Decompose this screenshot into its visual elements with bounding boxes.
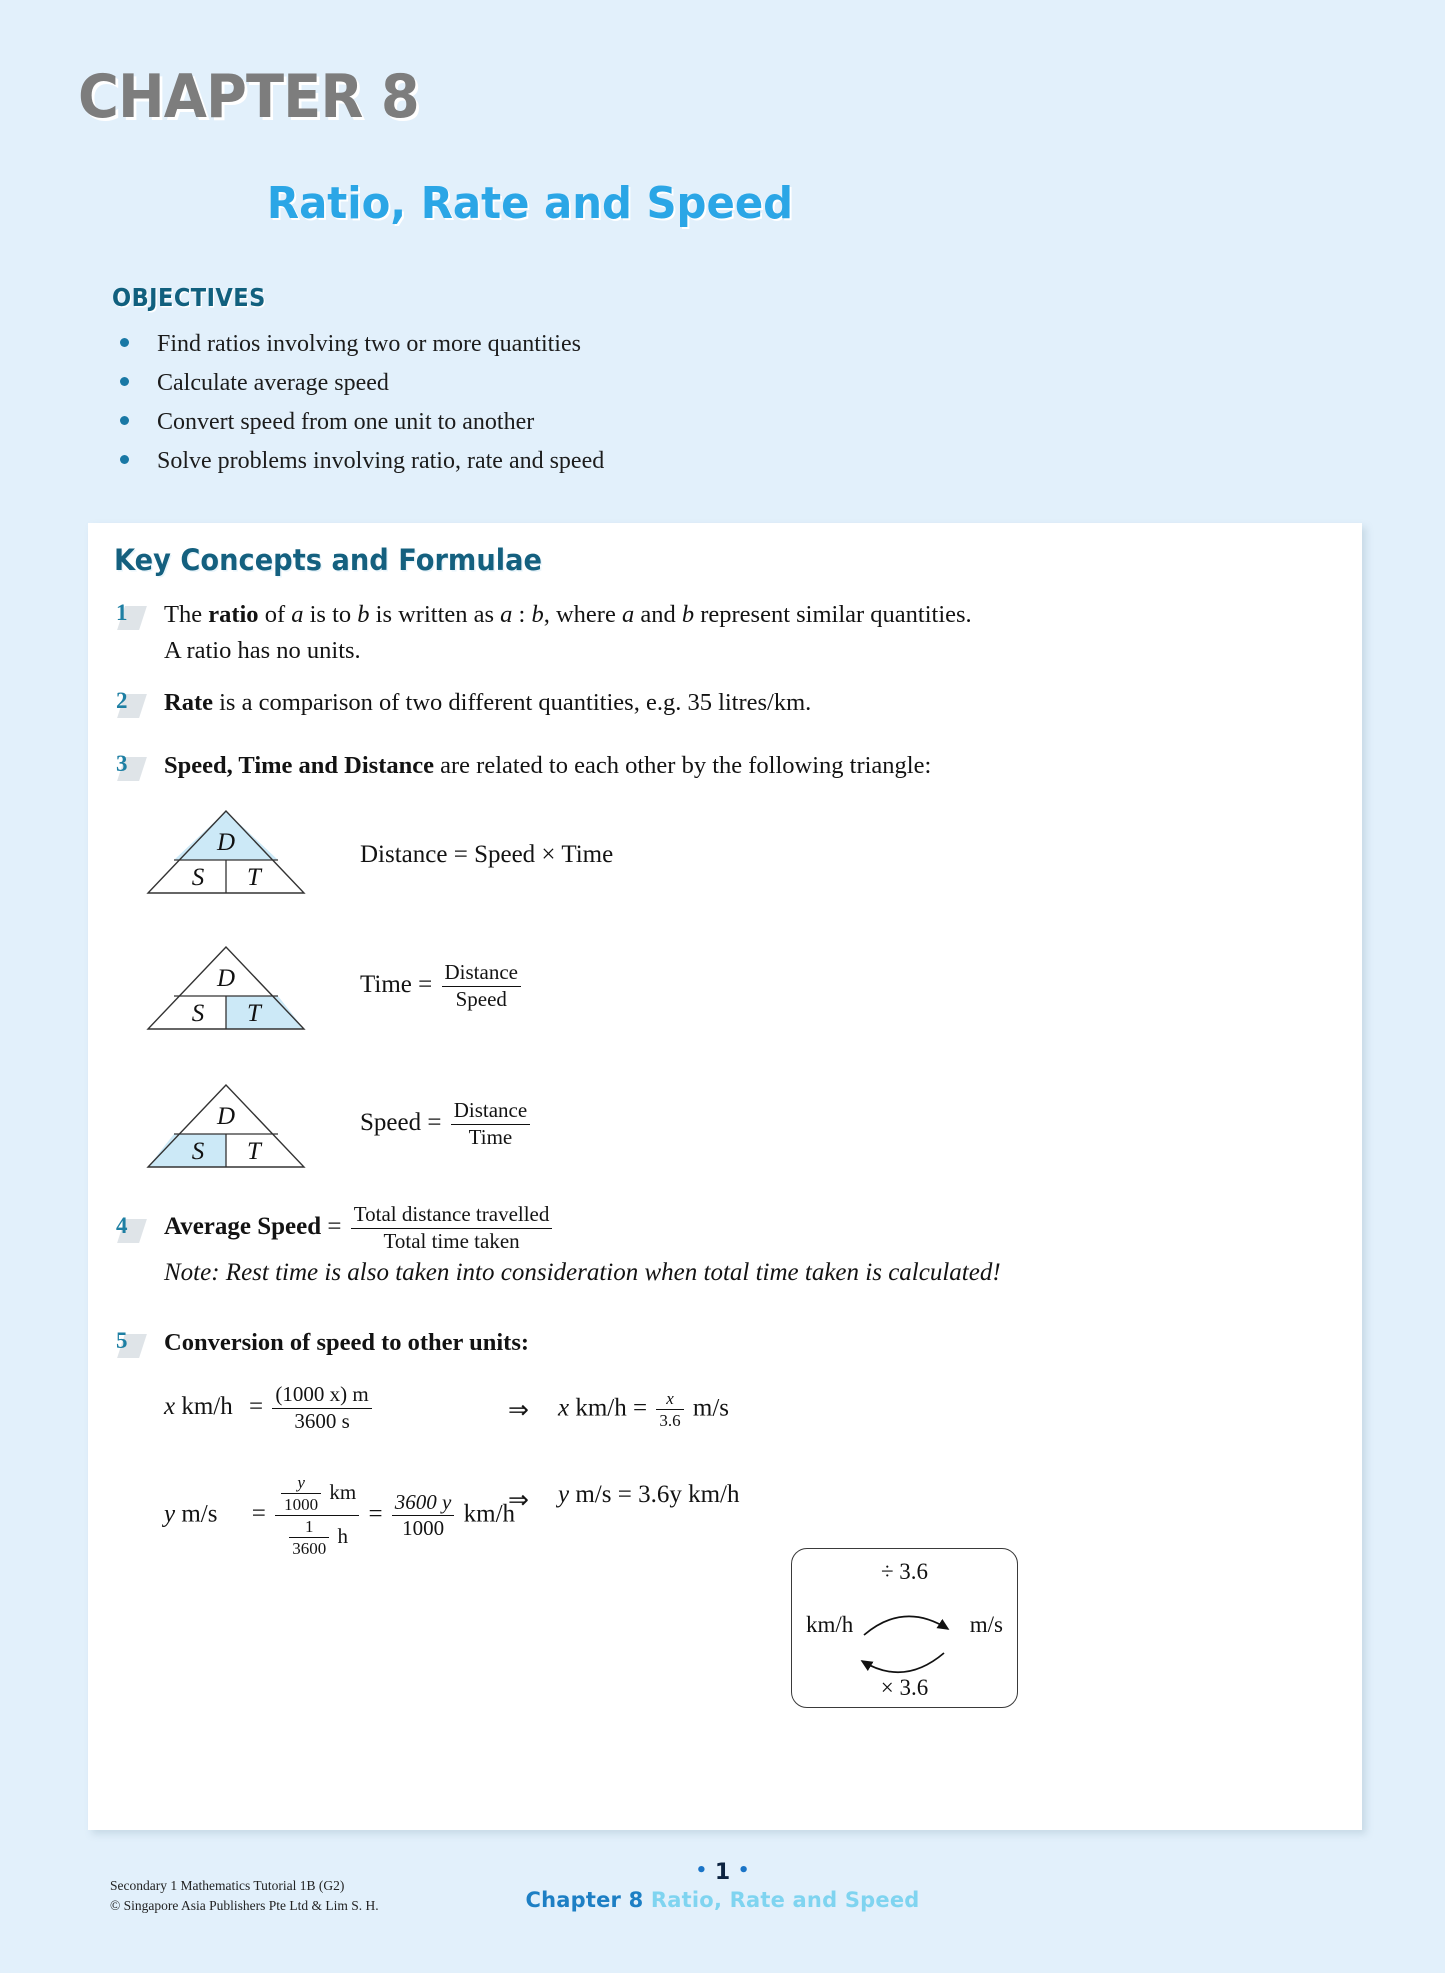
fraction-speed: $\frac{\text{Distance}}{\text{Time}}$ [451, 1099, 530, 1149]
footer-chapter-number: Chapter 8 [525, 1888, 644, 1912]
objective-text: Convert speed from one unit to another [157, 408, 535, 435]
triangle-svg [136, 805, 316, 900]
triangle-label-T: T [247, 864, 261, 891]
triangle-label-T: T [247, 1000, 261, 1027]
conversion-line-2-left: y m/s = $\frac{y}{1000}$ km $\frac{1}{3600}$ h = $\frac{3600 y}{1000}$ km/h [164, 1473, 516, 1559]
list-item [112, 442, 1012, 481]
fraction-1-over-3600: $\frac{1}{3600}$ [289, 1517, 329, 1558]
arrow-ms-to-kmh [862, 1653, 944, 1672]
concept-1-text: The ratio of a is to b is written as a : b, where a and b represent similar quantities. A ratio has no units. [164, 601, 972, 665]
triangle-label-S: S [191, 864, 205, 891]
item-number-5 [114, 1328, 148, 1358]
triangle-diagram-distance [136, 805, 316, 900]
divide-label: ÷ 3.6 [880, 1559, 929, 1584]
triangle-diagram-speed [136, 1079, 316, 1174]
item-number-4 [114, 1213, 148, 1243]
ms-unit-label: m/s [969, 1612, 1003, 1637]
bold-ratio: ratio [208, 601, 259, 628]
triangle-label-S: S [191, 1138, 205, 1165]
triangle-svg [136, 1079, 316, 1174]
fraction-time: $\frac{\text{Distance}}{\text{Speed}}$ [442, 961, 521, 1011]
page-number-value: 1 [714, 1860, 731, 1885]
bold-conversion-heading: Conversion of speed to other units: [164, 1329, 530, 1356]
key-concepts-panel [88, 523, 1362, 1830]
triangle-label-D: D [216, 1103, 236, 1130]
objective-text: Find ratios involving two or more quantities [157, 331, 581, 357]
bold-speed-time-distance: Speed, Time and Distance [164, 752, 434, 779]
item-number-1 [114, 600, 148, 630]
unit-conversion-box [791, 1548, 1018, 1708]
key-concepts-heading: Key Concepts and Formulae [114, 543, 542, 577]
footer-chapter-label [0, 1888, 1445, 1912]
conversion-line-2-result: y m/s = 3.6y km/h [558, 1481, 740, 1508]
conversion-line-2-arrow: ⇒ [508, 1487, 529, 1514]
list-item [112, 325, 1012, 364]
formula-speed: Speed = $\frac{\text{Distance}}{\text{Time}}$ [360, 1099, 533, 1149]
concept-1-line2: A ratio has no units. [164, 637, 361, 665]
conversion-line-1-left: x km/h = $\frac{(1000 x) m}{3600 s}$ [164, 1383, 375, 1433]
triangle-label-D: D [216, 829, 236, 856]
bold-average-speed: Average Speed [164, 1212, 322, 1240]
list-item [112, 403, 1012, 442]
triangle-diagram-time [136, 941, 316, 1036]
number-digit: 2 [116, 688, 128, 713]
footer-line-2: © Singapore Asia Publishers Pte Ltd & Lim S. H. [110, 1897, 379, 1913]
dot-left: • [695, 1860, 708, 1881]
average-speed-formula: Average Speed = $\frac{\text{Total distance travelled}}{\text{Total time taken}}$ [164, 1203, 555, 1253]
objectives-list [112, 325, 1012, 481]
item-number-2 [114, 688, 148, 718]
triangle-left-highlight [148, 1134, 226, 1167]
bold-rate: Rate [164, 689, 213, 716]
kmh-unit-label: km/h [806, 1612, 854, 1637]
triangle-label-S: S [191, 1000, 205, 1027]
item-number-3 [114, 751, 148, 781]
bullet-icon [120, 338, 129, 347]
list-item [112, 364, 1012, 403]
number-digit: 3 [116, 751, 128, 776]
triangle-right-highlight [226, 996, 304, 1029]
formula-time: Time = $\frac{\text{Distance}}{\text{Speed}}$ [360, 961, 524, 1011]
page-title: Ratio, Rate and Speed [266, 178, 794, 229]
bullet-icon [120, 416, 129, 425]
number-digit: 4 [116, 1213, 128, 1238]
dot-right: • [737, 1860, 750, 1881]
fraction-3600y-over-1000: $\frac{3600 y}{1000}$ [392, 1491, 455, 1541]
fraction-average-speed: $\frac{\text{Total distance travelled}}{\text{Total time taken}}$ [351, 1203, 553, 1253]
footer-line-1: Secondary 1 Mathematics Tutorial 1B (G2) [110, 1878, 345, 1893]
number-digit: 1 [116, 600, 128, 625]
triangle-label-T: T [247, 1138, 261, 1165]
footer-chapter-subject: Ratio, Rate and Speed [643, 1888, 920, 1912]
concept-5-text [164, 1325, 529, 1361]
chapter-banner: CHAPTER 8 [78, 62, 419, 132]
conversion-line-1-result: x km/h = $\frac{x}{3.6}$ m/s [558, 1389, 729, 1431]
fraction-km-per-h: $\frac{(1000 x) m}{3600 s}$ [272, 1383, 371, 1433]
conversion-line-1-arrow: ⇒ [508, 1397, 529, 1424]
page-number [0, 1860, 1445, 1885]
bullet-icon [120, 377, 129, 386]
objectives-heading: OBJECTIVES [112, 283, 266, 312]
number-digit: 5 [116, 1328, 128, 1353]
multiply-label: × 3.6 [880, 1675, 929, 1700]
formula-distance: Distance = Speed × Time [360, 841, 614, 868]
conversion-arrows-svg [792, 1549, 1017, 1707]
concept-2-text: Rate is a comparison of two different quantities, e.g. 35 litres/km. [164, 689, 812, 716]
objective-text: Calculate average speed [157, 369, 389, 396]
footer-center [0, 1860, 1445, 1912]
concept-3-text: Speed, Time and Distance are related to each other by the following triangle: [164, 752, 932, 779]
triangle-label-D: D [216, 965, 236, 992]
fraction-y-over-1000: $\frac{y}{1000}$ [281, 1473, 321, 1514]
bullet-icon [120, 455, 129, 464]
objective-text: Solve problems involving ratio, rate and speed [157, 447, 605, 474]
arrow-kmh-to-ms [864, 1616, 948, 1635]
triangle-svg [136, 941, 316, 1036]
average-speed-note: Note: Rest time is also taken into consideration when total time taken is calculated! [164, 1259, 1001, 1286]
complex-fraction: $\frac{y}{1000}$ km $\frac{1}{3600}$ h [275, 1473, 359, 1558]
fraction-x-over-3-6: $\frac{x}{3.6}$ [656, 1389, 683, 1430]
